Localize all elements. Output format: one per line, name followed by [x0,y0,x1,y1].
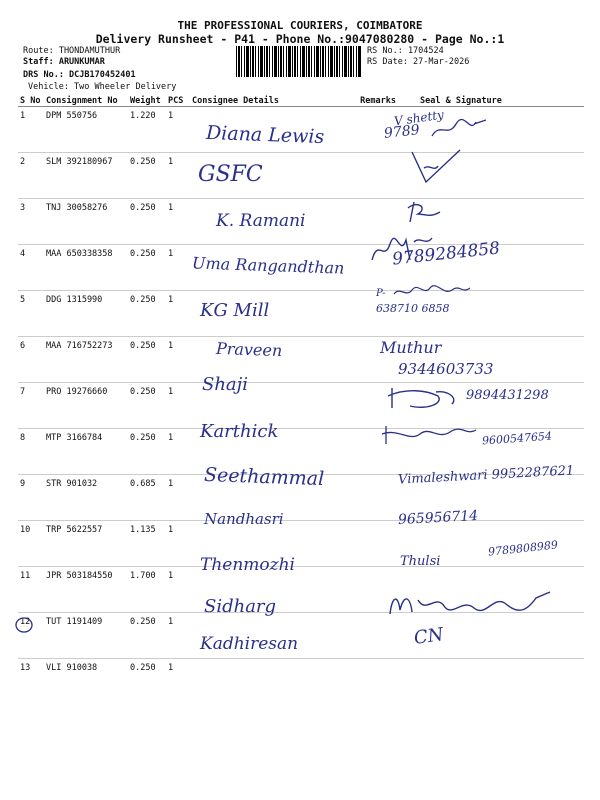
row-pcs: 1 [166,567,190,613]
row-consignment: TNJ 30058276 [44,199,128,245]
row-pcs: 1 [166,475,190,521]
row-weight: 0.250 [128,199,166,245]
row-sno: 10 [18,521,44,567]
handwritten-consignee-name: Diana Lewis [205,121,325,149]
handwritten-consignee-name: Praveen [215,338,283,361]
row-consignment: SLM 392180967 [44,153,128,199]
row-weight: 0.250 [128,337,166,383]
row-pcs: 1 [166,291,190,337]
row-consignment: DPM 550756 [44,107,128,153]
signature-scribble [430,118,490,140]
col-weight: Weight [128,95,166,107]
handwritten-consignee-name: Nandhasri [204,510,284,528]
handwritten-consignee-name: Seethammal [203,463,325,491]
table-row [18,337,584,383]
handwritten-signature: 9789808989 [487,538,559,559]
handwritten-signature: 638710 6858 [376,302,450,315]
row-remarks [344,475,398,521]
row-weight: 0.250 [128,291,166,337]
col-remarks: Remarks [344,95,398,107]
table-header-row [18,95,584,107]
row-pcs: 1 [166,107,190,153]
row-weight: 0.250 [128,613,166,659]
vehicle-label: Vehicle: Two Wheeler Delivery [28,82,177,92]
row-consignment: VLI 910038 [46,663,98,673]
row-remarks [344,659,398,688]
row-weight: 0.250 [128,245,166,291]
row-weight: 1.700 [128,567,166,613]
row-consignment: TUT 1191409 [44,613,128,659]
row-consignment: STR 901032 [44,475,128,521]
handwritten-consignee-name: Uma Rangandthan [191,253,345,278]
handwritten-consignee-name: Sidharg [204,596,277,617]
barcode [236,46,362,77]
handwritten-signature: 9600547654 [481,429,553,448]
drs-number: DRS No.: DCJB170452401 [23,70,136,80]
row-sno: 2 [18,153,44,199]
circled-number-mark [14,614,36,636]
row-consignee [190,659,344,688]
handwritten-consignee-name: Thenmozhi [200,555,295,575]
runsheet-subtitle: Delivery Runsheet - P41 - Phone No.:9047080280 - Page No.:1 [95,32,505,46]
row-remarks [344,153,398,199]
row-weight: 0.685 [128,475,166,521]
handwritten-signature: CN [412,624,445,649]
handwritten-signature: V shetty [393,107,445,129]
staff-label: Staff: ARUNKUMAR [23,57,105,67]
row-weight: 0.250 [130,663,156,673]
row-pcs: 1 [166,199,190,245]
row-sno: 6 [18,337,44,383]
signature-scribble [386,384,466,412]
handwritten-signature: 9789 [383,122,421,142]
row-consignment: PRO 19276660 [44,383,128,429]
rs-date: RS Date: 27-Mar-2026 [367,57,470,67]
row-sno: 5 [18,291,44,337]
row-weight: 1.220 [128,107,166,153]
row-consignment: MAA 716752273 [44,337,128,383]
handwritten-consignee-name: K. Ramani [216,211,306,231]
row-sno: 3 [18,199,44,245]
row-pcs: 1 [166,337,190,383]
handwritten-signature: 9344603733 [398,360,494,378]
row-consignment: MTP 3166784 [44,429,128,475]
row-pcs: 1 [166,153,190,199]
row-pcs: 1 [166,245,190,291]
row-weight: 0.250 [128,153,166,199]
table-row [18,659,584,688]
handwritten-consignee-name: Karthick [200,421,279,442]
row-seal [398,659,584,688]
handwritten-consignee-name: KG Mill [200,300,270,321]
signature-scribble [386,590,556,620]
handwritten-signature: 9894431298 [466,388,549,403]
row-pcs: 1 [166,383,190,429]
handwritten-signature: 9789284858 [391,238,501,270]
row-weight: 1.135 [128,521,166,567]
row-pcs: 1 [168,663,174,673]
company-title: THE PROFESSIONAL COURIERS, COIMBATORE [177,19,423,32]
row-sno: 13 [20,663,31,673]
rs-number: RS No.: 1704524 [367,46,444,56]
row-consignment: TRP 5622557 [44,521,128,567]
row-pcs: 1 [166,613,190,659]
table-row [18,153,584,199]
row-pcs: 1 [166,429,190,475]
row-sno: 12 [18,613,44,659]
row-remarks [344,521,398,567]
handwritten-signature: P- [376,288,386,299]
col-pcs: PCS [166,95,190,107]
handwritten-signature: 965956714 [397,507,479,529]
row-pcs: 1 [166,521,190,567]
handwritten-consignee-name: Shaji [202,374,248,395]
table-row [18,291,584,337]
col-seal: Seal & Signature [398,95,584,107]
row-sno: 1 [18,107,44,153]
signature-scribble [408,146,468,188]
handwritten-consignee-name: Kadhiresan [200,634,299,654]
signature-scribble [404,198,444,228]
signature-scribble [392,284,472,300]
col-consignment: Consignment No [44,95,128,107]
row-sno: 9 [18,475,44,521]
row-sno: 8 [18,429,44,475]
signature-scribble [380,424,480,448]
handwritten-signature: Thulsi [400,554,441,569]
row-weight: 0.250 [128,383,166,429]
handwritten-signature: Vimaleshwari 9952287621 [397,463,575,488]
row-consignment: MAA 650338358 [44,245,128,291]
row-sno: 4 [18,245,44,291]
handwritten-signature: Muthur [380,338,442,357]
route-label: Route: THONDAMUTHUR [23,46,121,56]
row-weight: 0.250 [128,429,166,475]
col-consignee: Consignee Details [190,95,344,107]
col-sno: S No [18,95,44,107]
row-sno: 7 [18,383,44,429]
row-consignment: JPR 503184550 [44,567,128,613]
row-sno: 11 [18,567,44,613]
handwritten-consignee-name: GSFC [198,162,263,187]
row-consignment: DDG 1315990 [44,291,128,337]
